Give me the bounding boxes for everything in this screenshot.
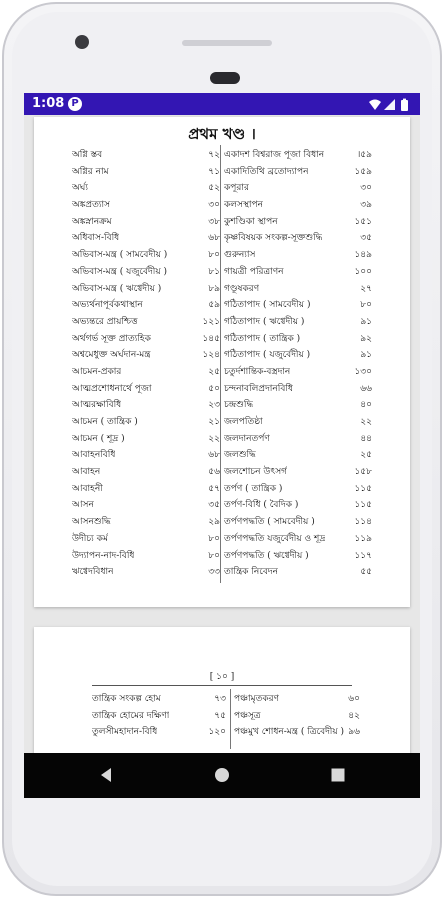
recent-apps-button[interactable] (308, 753, 368, 798)
entry-title: তর্পণপদ্ধতি ( ঋগ্বেদীয় ) (224, 550, 309, 561)
app-notification-icon: P (68, 97, 82, 111)
entry-title: উদ্যাপন-নাদ-বিধি (72, 550, 135, 561)
document-page-1 (34, 117, 410, 607)
index-entry (72, 295, 220, 312)
entry-title: তর্পণপদ্ধতি ( সামবেদীয় ) (224, 517, 315, 528)
entry-title: অধিবাস-বিধি (72, 233, 120, 244)
index-entry (224, 395, 372, 412)
entry-page-number: ১১৭ (354, 550, 372, 561)
battery-icon (401, 100, 408, 111)
entry-page-number: ৯২ (360, 333, 372, 344)
entry-title: কপূরার (224, 183, 249, 194)
index-entry (72, 329, 220, 346)
entry-title: গুরুন্যাস (224, 250, 256, 261)
index-entry (234, 706, 360, 723)
entry-title: উদীচ্য কর্ম (72, 533, 108, 544)
entry-title: তুলসীমহাদান-বিধি (92, 727, 158, 738)
entry-title: অভিবাস-মন্ত্র ( ঋগ্বেদীয় ) (72, 283, 162, 294)
entry-title: তান্ত্রিক সংকল্প হোম (92, 694, 161, 704)
index-entry (72, 512, 220, 529)
entry-title: আবাহন (72, 467, 101, 478)
document-page-2 (34, 627, 410, 753)
entry-page-number: ৬৬ (360, 383, 372, 394)
entry-title: তান্ত্রিক হোমের দক্ষিণা (92, 710, 170, 721)
entry-page-number: ৫০ (208, 383, 220, 394)
home-icon (214, 767, 230, 783)
index-entry (72, 429, 220, 446)
index-entry (224, 445, 372, 462)
index-entry (72, 145, 220, 162)
entry-title: আচমন ( তান্ত্রিক ) (72, 417, 138, 427)
entry-page-number: ৩০ (360, 183, 372, 194)
entry-page-number: ২১ (208, 417, 220, 427)
index-entry (92, 689, 226, 706)
index-entry (224, 495, 372, 512)
entry-title: আসন (72, 500, 94, 511)
index-entry (224, 245, 372, 262)
entry-page-number: ৫৭ (208, 483, 220, 494)
index-entry (224, 512, 372, 529)
front-camera (75, 35, 89, 49)
entry-page-number: ১২৪ (202, 350, 220, 361)
entry-page-number: ৮০ (208, 533, 220, 544)
index-entry (72, 445, 220, 462)
entry-title: পঞ্চমুখ শোধন-মন্ত্র ( ত্রিবেদীয় ) (234, 727, 345, 738)
entry-page-number: ৩০ (208, 200, 220, 211)
entry-title: গঠিতাপাদ ( যজুর্বেদীয় ) (224, 350, 311, 361)
entry-title: গঠিতাপাদ ( তান্ত্রিক ) (224, 333, 301, 344)
index-entry (72, 529, 220, 546)
index-entry (72, 546, 220, 563)
entry-title: জলপতিষ্ঠা (224, 417, 263, 427)
entry-title: অর্ঘ্য (72, 183, 88, 194)
index-entry (72, 412, 220, 429)
phone-screen (24, 93, 420, 798)
entry-title: অশ্বমেধুক্ত অর্ঘদান-মন্ত্র (72, 350, 151, 361)
entry-page-number: ৭২ (208, 150, 220, 160)
index-entry (224, 329, 372, 346)
index-entry (224, 162, 372, 179)
index-entry (224, 279, 372, 296)
entry-page-number: ১৫১ (354, 216, 372, 227)
entry-title: তর্পণ-বিধি ( বৈদিক ) (224, 500, 299, 511)
entry-page-number: ১০০ (354, 266, 372, 277)
entry-page-number: ৮০ (360, 300, 372, 311)
entry-page-number: ৬৮ (208, 450, 220, 461)
index-column-left (92, 689, 226, 739)
index-entry (224, 145, 372, 162)
entry-title: অগ্নি স্তব (72, 150, 103, 160)
index-entry (72, 312, 220, 329)
index-column-right (234, 689, 360, 739)
entry-page-number: ৩৯ (360, 200, 372, 211)
entry-title: আবাহনী (72, 483, 103, 494)
entry-title: জলশুদ্ধি (224, 450, 256, 461)
entry-page-number: ৩৫ (208, 500, 220, 511)
entry-page-number: ১১৯ (354, 533, 372, 544)
index-entry (224, 262, 372, 279)
index-entry (72, 362, 220, 379)
column-divider (230, 689, 231, 749)
index-entry (224, 312, 372, 329)
back-icon (98, 767, 114, 783)
index-entry (92, 706, 226, 723)
entry-title: গঠিতাপাদ ( ঋগ্বেদীয় ) (224, 316, 305, 327)
index-entry (72, 195, 220, 212)
index-entry (234, 722, 360, 739)
index-entry (224, 212, 372, 229)
page-heading: প্রথম খণ্ড । (188, 125, 256, 143)
entry-page-number: ৫৯ (208, 300, 220, 311)
entry-page-number: ১৪৯ (354, 250, 372, 261)
entry-page-number: ২৫ (208, 366, 220, 377)
index-entry (92, 722, 226, 739)
index-entry (72, 562, 220, 579)
entry-title: গায়ত্রী পরিত্রাণন (224, 266, 284, 277)
entry-title: গণ্ডূষকরণ (224, 283, 260, 294)
entry-page-number: ৮১ (208, 266, 220, 277)
index-column-right (224, 145, 372, 579)
back-button[interactable] (76, 753, 136, 798)
entry-title: কলসস্থাপন (224, 200, 263, 211)
entry-title: কৃষ্ণবিষয়ক সংকল্প-সূক্তশুদ্ধি (224, 233, 323, 244)
entry-title: জলদানতর্পণ (224, 433, 270, 444)
entry-title: জলশোচন উৎসর্গ (224, 467, 288, 478)
earpiece-speaker (210, 72, 240, 84)
index-entry (72, 345, 220, 362)
status-bar (24, 93, 420, 115)
entry-page-number: ২২ (360, 417, 372, 427)
index-entry (224, 228, 372, 245)
index-entry (224, 345, 372, 362)
entry-page-number: ১১৪ (354, 517, 372, 528)
entry-page-number: ১১৫ (354, 483, 372, 494)
entry-page-number: ১২০ (208, 727, 226, 738)
index-entry (72, 395, 220, 412)
header-rule (92, 685, 352, 686)
index-entry (224, 479, 372, 496)
index-entry (72, 262, 220, 279)
entry-title: তর্পণপদ্ধতি যজুর্বেদীয় ও শূদ্র (224, 533, 326, 544)
entry-title: চন্দ্রশুদ্ধি (224, 400, 254, 411)
entry-title: আত্মরক্ষাবিধি (72, 400, 122, 411)
entry-page-number: ১২১ (202, 316, 220, 327)
entry-title: অভ্যন্তরে প্রায়শ্চিত্ত (72, 316, 138, 327)
index-entry (224, 379, 372, 396)
index-entry (224, 529, 372, 546)
entry-title: তান্ত্রিক নিবেদন (224, 567, 279, 578)
index-entry (224, 429, 372, 446)
entry-page-number: ২৭ (360, 283, 372, 294)
entry-title: অভ্যর্থনাপূর্বকথাস্থান (72, 300, 143, 311)
entry-page-number: ১৪৫ (202, 333, 220, 344)
entry-page-number: ১৩০ (354, 366, 372, 377)
entry-page-number: ৭৫ (214, 710, 226, 721)
entry-title: চতুর্দশান্তিক-বস্ত্রদান (224, 366, 291, 377)
index-entry (72, 178, 220, 195)
page-number-header: [ ১০ ] (209, 672, 235, 682)
entry-page-number: ৮০ (208, 550, 220, 561)
index-entry (224, 462, 372, 479)
column-divider (220, 145, 221, 583)
entry-page-number: ৮০ (208, 250, 220, 261)
entry-title: কুশণ্ডিকা স্থাপন (224, 216, 278, 227)
entry-page-number: ৮৯ (208, 283, 220, 294)
index-entry (224, 546, 372, 563)
entry-page-number: ৪০ (360, 400, 372, 411)
entry-title: ঋগ্বেদবিধান (72, 567, 114, 578)
index-entry (72, 279, 220, 296)
index-entry (224, 178, 372, 195)
entry-title: অভিবাস-মন্ত্র ( সামবেদীয় ) (72, 250, 168, 261)
entry-page-number: ২৯ (208, 517, 220, 528)
index-entry (72, 162, 220, 179)
entry-page-number: ৩৩ (208, 567, 220, 578)
index-entry (234, 689, 360, 706)
index-entry (72, 228, 220, 245)
entry-page-number: ৫২ (208, 183, 220, 194)
entry-title: আচমন ( শূদ্র ) (72, 433, 125, 444)
index-column-left (72, 145, 220, 579)
home-button[interactable] (192, 753, 252, 798)
entry-page-number: ১১৫ (354, 500, 372, 511)
entry-title: অঙ্কস্নানক্রম (72, 216, 112, 227)
signal-icon (384, 99, 395, 110)
entry-title: আবাহনবিধি (72, 450, 116, 461)
entry-title: আচমন-প্রকার (72, 366, 122, 377)
index-entry (224, 195, 372, 212)
entry-page-number: ৬০ (348, 694, 360, 704)
entry-title: গঠিতাপাদ ( সামবেদীয় ) (224, 300, 311, 311)
entry-page-number: ৯১ (360, 316, 372, 327)
entry-page-number: ১৫৯ (354, 166, 372, 177)
index-entry (72, 212, 220, 229)
index-entry (224, 295, 372, 312)
entry-title: একাদশ বিশ্বরাজ পূজা বিধান (224, 150, 325, 160)
document-viewer[interactable] (24, 115, 420, 753)
entry-title: পঞ্চামৃতকরণ (234, 694, 280, 704)
entry-page-number: ৬৮ (208, 233, 220, 244)
index-entry (224, 562, 372, 579)
entry-page-number: ২৩ (208, 400, 220, 411)
entry-page-number: ৩৫ (360, 233, 372, 244)
entry-page-number: ১৫৮ (354, 467, 372, 478)
navigation-bar (24, 753, 420, 798)
entry-page-number: ৭১ (208, 166, 220, 177)
entry-page-number: ৪২ (348, 710, 360, 721)
index-entry (72, 245, 220, 262)
entry-title: অঙ্কপ্রত্যাস (72, 200, 111, 211)
status-time: 1:08 (32, 96, 65, 111)
entry-page-number: ৭৩ (214, 694, 226, 704)
entry-page-number: ৫৬ (208, 467, 220, 478)
entry-title: পঞ্চসূত্র (234, 710, 261, 721)
entry-page-number: ৯১ (360, 350, 372, 361)
entry-page-number: ২২ (208, 433, 220, 444)
entry-title: অর্থগর্ভ সূক্ত প্রাত্যহিক (72, 333, 151, 344)
index-entry (72, 379, 220, 396)
entry-title: অভিবাস-মন্ত্র ( যজুর্বেদীয় ) (72, 266, 167, 277)
entry-page-number: ৩৮ (208, 216, 220, 227)
status-icons (368, 97, 414, 116)
entry-title: অগ্নির নাম (72, 166, 109, 177)
index-entry (224, 362, 372, 379)
entry-page-number: ৯৬ (348, 727, 360, 738)
index-entry (72, 462, 220, 479)
entry-page-number: ৫৫ (360, 567, 372, 578)
entry-title: একাদিতিথি ব্রতোদ্যাপন (224, 166, 309, 177)
entry-title: তর্পণ ( তান্ত্রিক ) (224, 483, 283, 494)
recent-apps-icon (330, 767, 346, 783)
top-sensor (182, 40, 272, 46)
entry-title: আসনশুদ্ধি (72, 517, 111, 528)
index-entry (72, 479, 220, 496)
entry-page-number: ।৫৯ (357, 150, 372, 160)
index-entry (72, 495, 220, 512)
entry-title: আত্মপ্রশোধনার্থে পূজা (72, 383, 152, 394)
entry-page-number: ৪৪ (360, 433, 372, 444)
wifi-icon (369, 100, 381, 111)
index-entry (224, 412, 372, 429)
entry-title: চন্দনাবলিপ্রদানবিধি (224, 383, 293, 394)
entry-page-number: ২৫ (360, 450, 372, 461)
